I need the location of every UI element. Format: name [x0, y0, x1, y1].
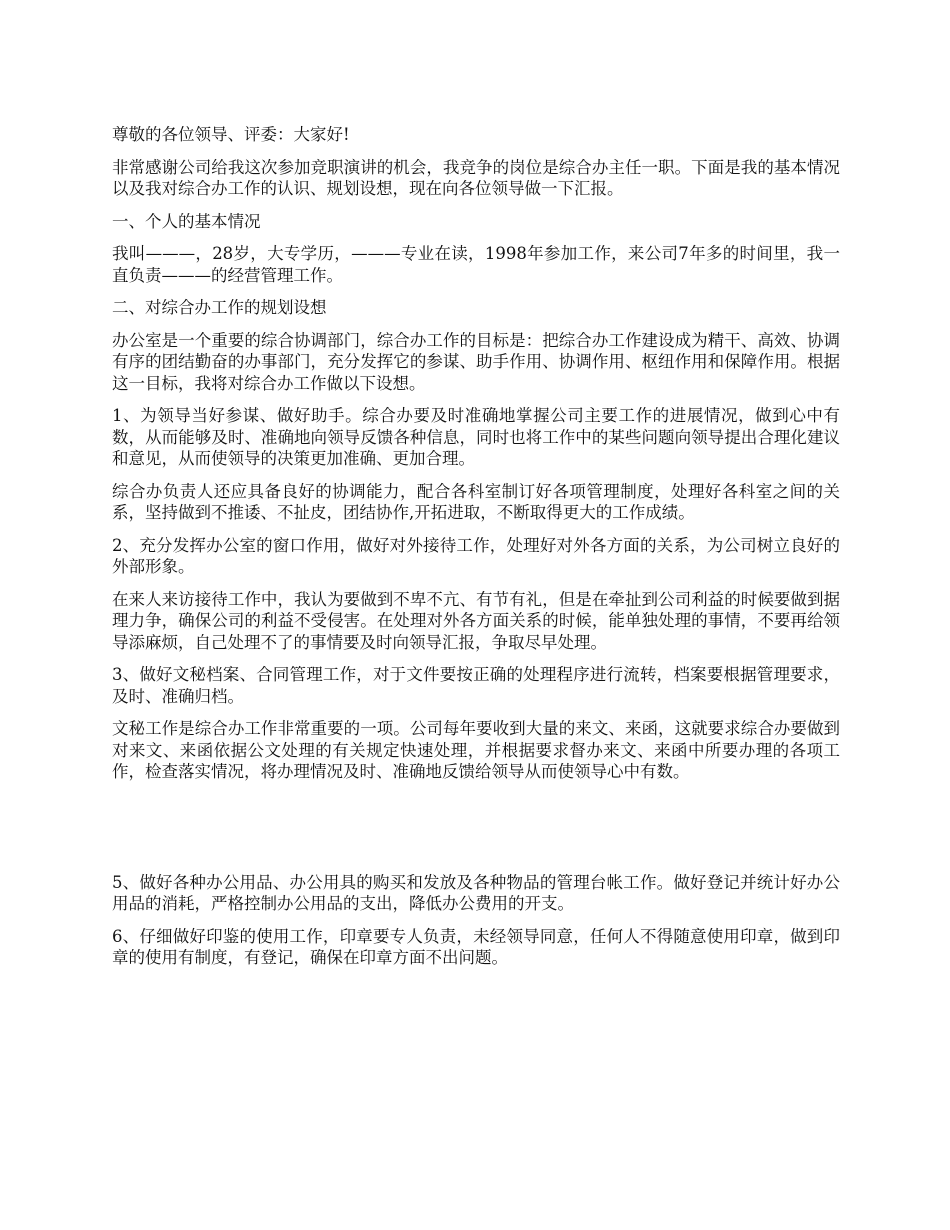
item-1-paragraph: 1、为领导当好参谋、做好助手。综合办要及时准确地掌握公司主要工作的进展情况，做到心中有数，从而能够及时、准确地向领导反馈各种信息，同时也将工作中的某些问题向领导提出合理化建议和意见，从而使领导的决策更加准确、更加合理。	[112, 406, 840, 468]
salutation: 尊敬的各位领导、评委：大家好!	[112, 125, 350, 144]
item-1-detail-paragraph: 综合办负责人还应具备良好的协调能力，配合各科室制订好各项管理制度，处理好各科室之间的关系，坚持做到不推诿、不扯皮，团结协作,开拓进取，不断取得更大的工作成绩。	[112, 481, 840, 522]
section-heading-plan: 二、对综合办工作的规划设想	[112, 298, 327, 317]
item-2-paragraph: 2、充分发挥办公室的窗口作用，做好对外接待工作，处理好对外各方面的关系，为公司树立良好的外部形象。	[112, 535, 840, 576]
item-3-detail-paragraph: 文秘工作是综合办工作非常重要的一项。公司每年要收到大量的来文、来函，这就要求综合办要做到对来文、来函依据公文处理的有关规定快速处理，并根据要求督办来文、来函中所要办理的各项工作，检查落实情况，将办理情况及时、准确地反馈给领导从而使领导心中有数。	[112, 719, 840, 781]
plan-overview-paragraph: 办公室是一个重要的综合协调部门，综合办工作的目标是：把综合办工作建设成为精干、高效、协调有序的团结勤奋的办事部门，充分发挥它的参谋、助手作用、协调作用、枢纽作用和保障作用。根据这一目标，我将对综合办工作做以下设想。	[112, 330, 840, 393]
item-5-paragraph: 5、做好各种办公用品、办公用具的购买和发放及各种物品的管理台帐工作。做好登记并统计好办公用品的消耗，严格控制办公用品的支出，降低办公费用的开支。	[112, 872, 840, 913]
item-6-paragraph: 6、仔细做好印鉴的使用工作，印章要专人负责，未经领导同意，任何人不得随意使用印章，做到印章的使用有制度，有登记，确保在印章方面不出问题。	[112, 926, 840, 967]
item-3-paragraph: 3、做好文秘档案、合同管理工作，对于文件要按正确的处理程序进行流转，档案要根据管理要求，及时、准确归档。	[112, 665, 840, 706]
personal-info-paragraph: 我叫———，28岁，大专学历，———专业在读，1998年参加工作，来公司7年多的时间里，我一直负责———的经营管理工作。	[112, 244, 840, 285]
intro-paragraph: 非常感谢公司给我这次参加竞职演讲的机会，我竞争的岗位是综合办主任一职。下面是我的基本情况以及我对综合办工作的认识、规划设想，现在向各位领导做一下汇报。	[112, 157, 840, 198]
document-body	[112, 124, 840, 980]
item-2-detail-paragraph: 在来人来访接待工作中，我认为要做到不卑不亢、有节有礼，但是在牵扯到公司利益的时候要做到据理力争，确保公司的利益不受侵害。在处理对外各方面关系的时候，能单独处理的事情，不要再给领导添麻烦，自己处理不了的事情要及时向领导汇报，争取尽早处理。	[112, 589, 840, 652]
blank-gap	[112, 794, 840, 872]
section-heading-personal: 一、个人的基本情况	[112, 211, 261, 231]
